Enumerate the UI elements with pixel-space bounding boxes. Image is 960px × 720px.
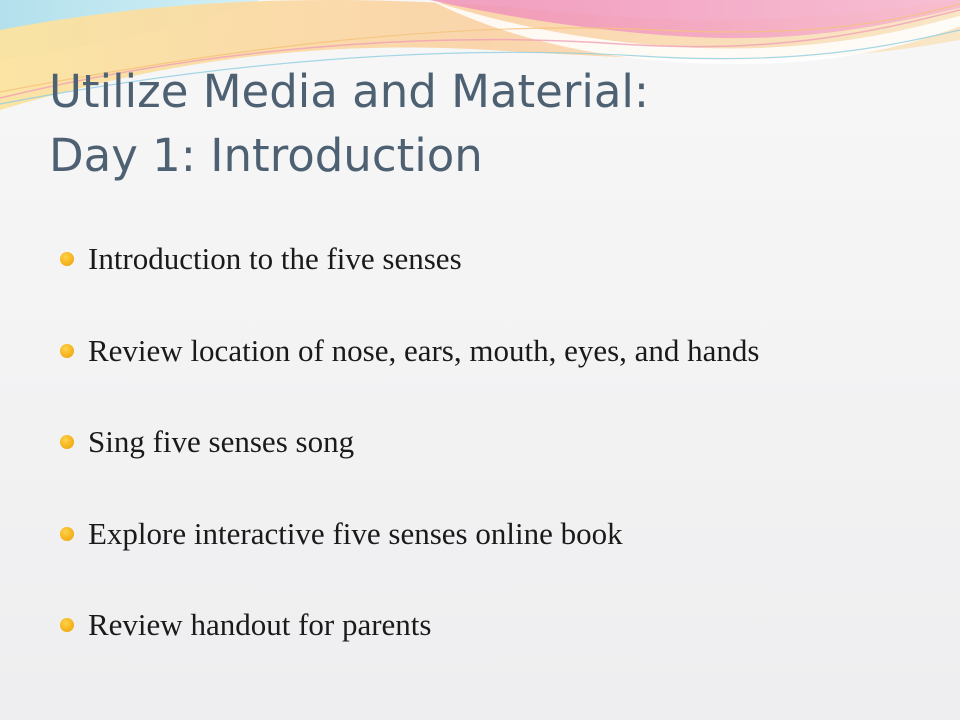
bullet-item [60,239,940,279]
bullet-item [60,331,940,371]
bullet-text: Explore interactive five senses online book [88,516,623,551]
bullet-item [60,422,940,462]
bullet-dot-icon [60,252,74,266]
bullet-dot-icon [60,344,74,358]
bullet-dot-icon [60,527,74,541]
title-line-1: Utilize Media and Material: [49,65,650,118]
bullet-dot-icon [60,618,74,632]
bullet-text: Introduction to the five senses [88,241,462,276]
bullet-dot-icon [60,435,74,449]
bullet-text: Review handout for parents [88,607,432,642]
bullet-item [60,514,940,554]
bullet-text: Review location of nose, ears, mouth, eyes, and hands [88,333,760,368]
bullet-item [60,605,940,645]
title-line-2: Day 1: Introduction [49,129,483,182]
bullet-text: Sing five senses song [88,424,355,459]
